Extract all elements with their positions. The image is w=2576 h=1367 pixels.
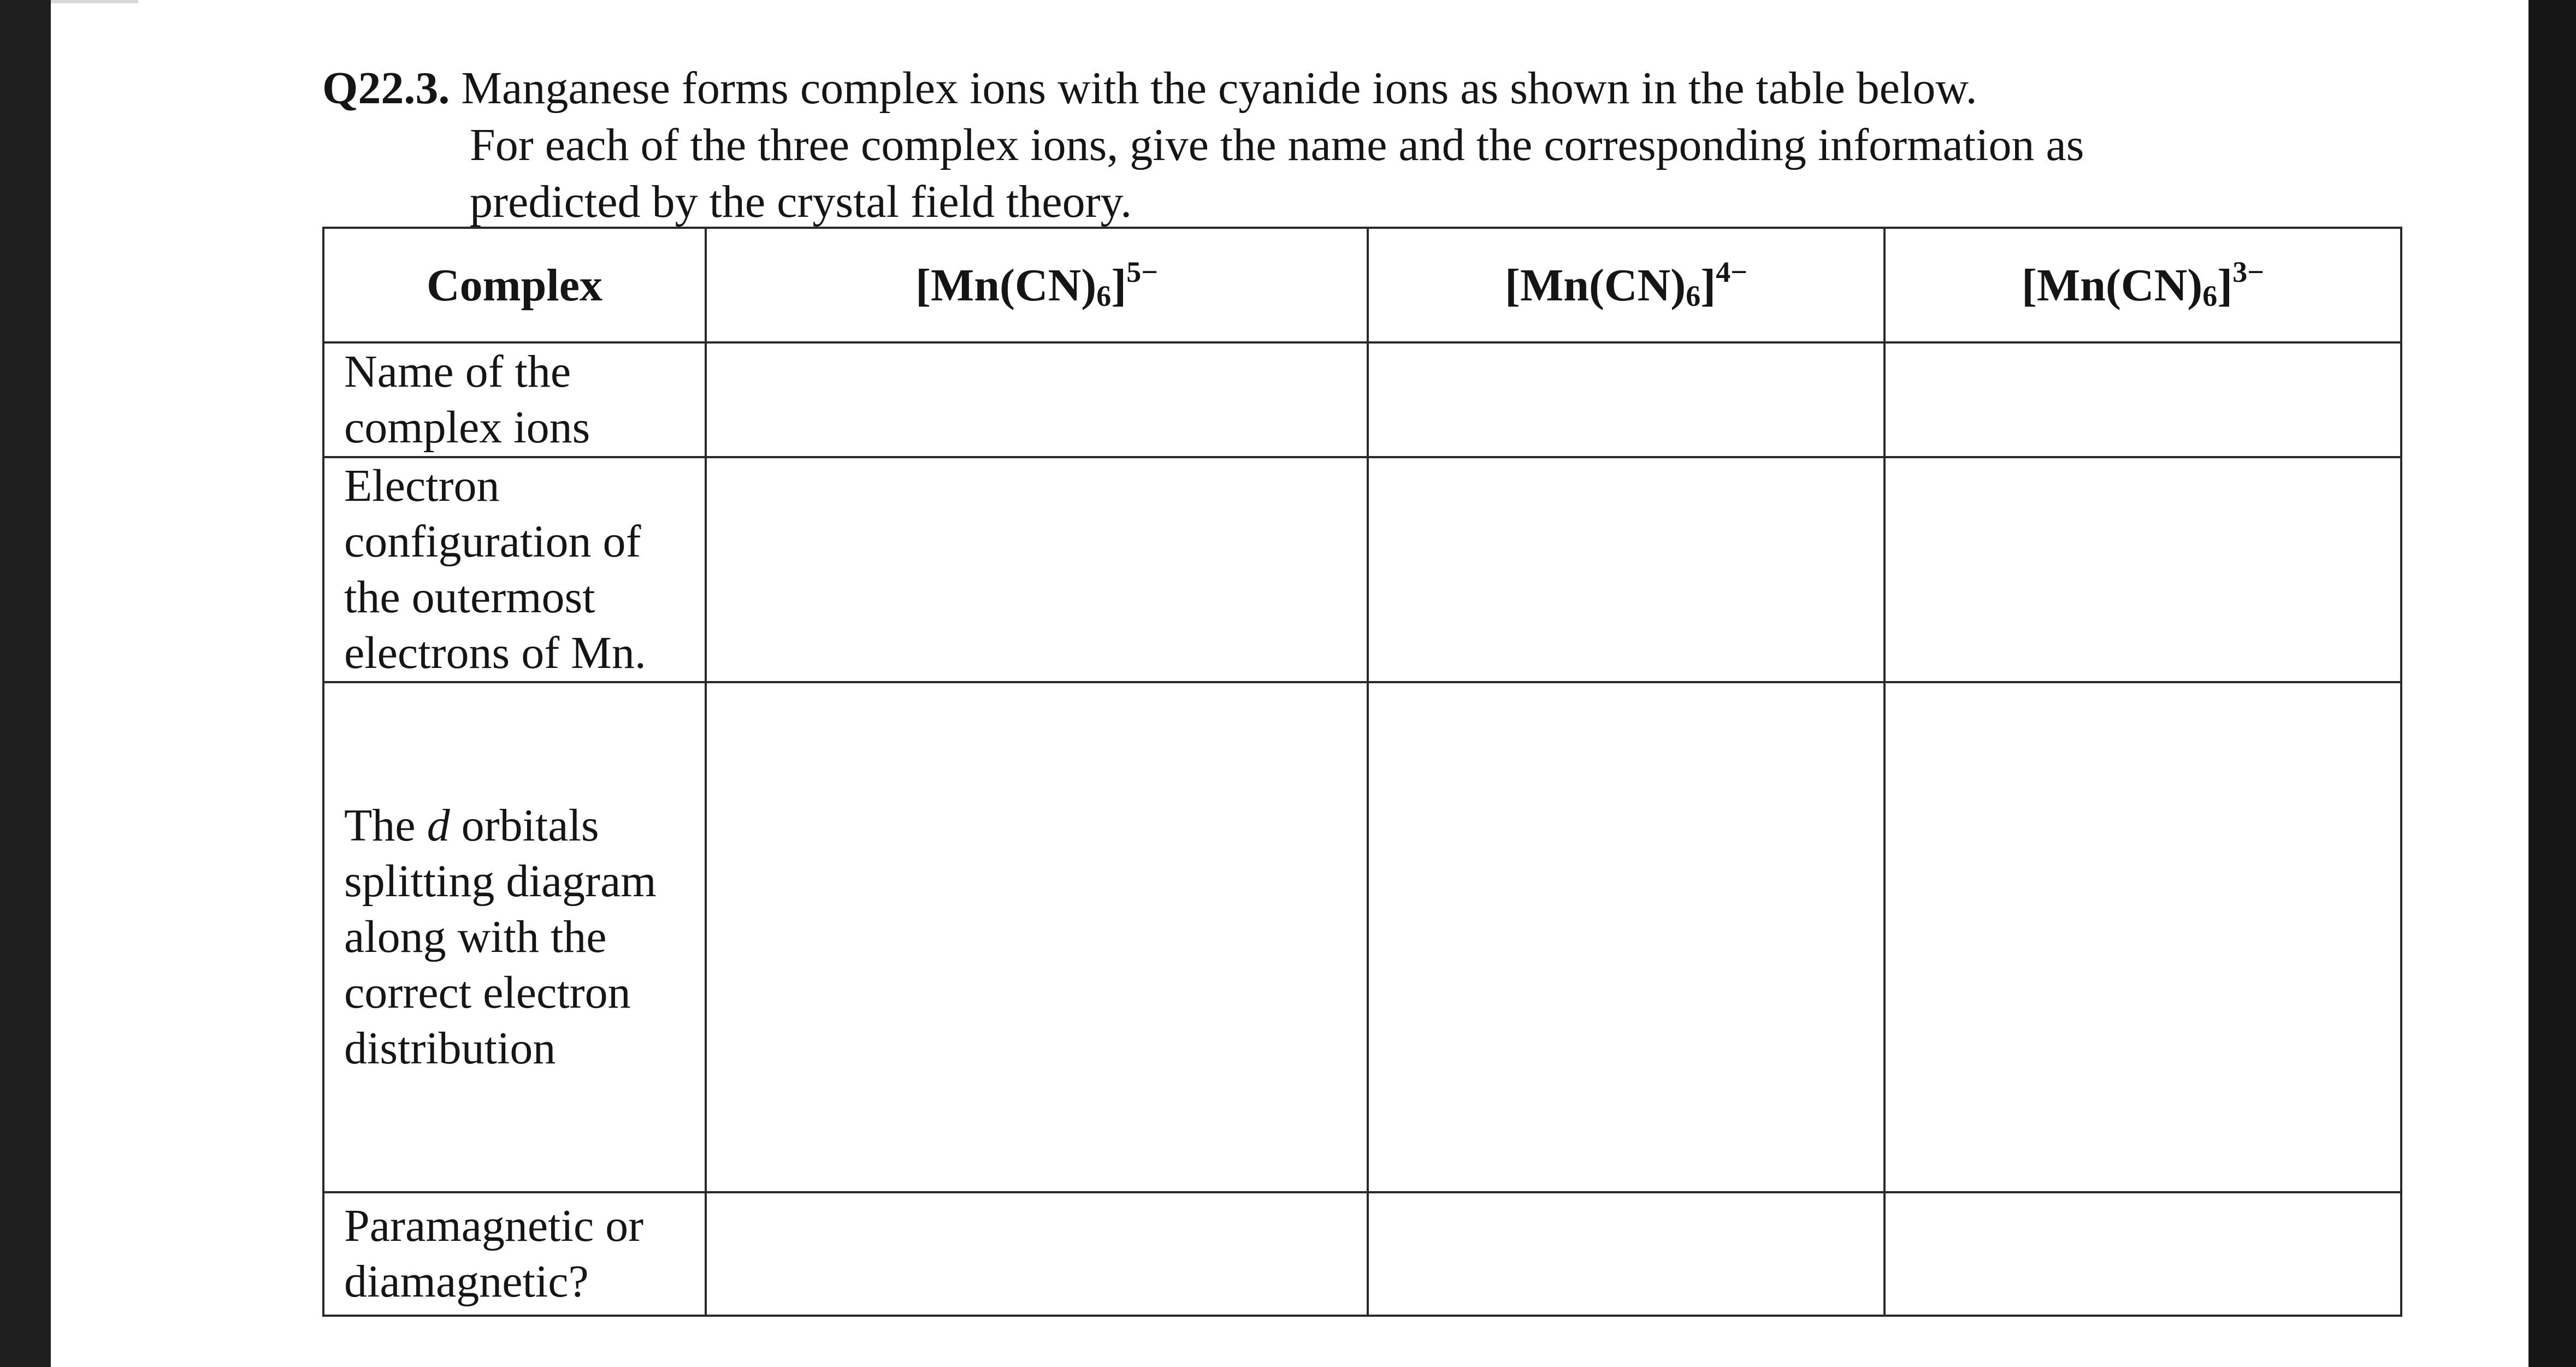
question-number: Q22.3.	[322, 63, 450, 114]
answer-cell[interactable]	[1368, 457, 1884, 682]
answer-cell[interactable]	[1368, 342, 1884, 457]
answer-cell[interactable]	[1884, 682, 2401, 1192]
answer-cell[interactable]	[1884, 1192, 2401, 1316]
answer-cell[interactable]	[1368, 682, 1884, 1192]
answer-cell[interactable]	[706, 342, 1368, 457]
answer-cell[interactable]	[706, 682, 1368, 1192]
answer-cell[interactable]	[706, 457, 1368, 682]
right-margin-shadow	[2528, 0, 2576, 1367]
header-complex-3: $[Mn(CN)_6]^{3-}$	[1884, 228, 2401, 342]
row-label-splitting-diagram: The d orbitals splitting diagram along with the correct electron distribution	[323, 682, 706, 1192]
header-complex: Complex	[323, 228, 706, 342]
header-complex-2: $[Mn(CN)_6]^{4-}$	[1368, 228, 1884, 342]
question-line-1-text: Manganese forms complex ions with the cyanide ions as shown in the table below.	[450, 63, 1977, 114]
answer-cell[interactable]	[706, 1192, 1368, 1316]
answer-cell[interactable]	[1884, 457, 2401, 682]
question-line-2: For each of the three complex ions, give the name and the corresponding information as	[470, 120, 2084, 170]
row-label-name: Name of the complex ions	[323, 342, 706, 457]
header-row	[323, 228, 2401, 342]
row-label-electron-configuration: Electron configuration of the outermost electrons of Mn.	[323, 457, 706, 682]
answer-cell[interactable]	[1368, 1192, 1884, 1316]
question-line-3: predicted by the crystal field theory.	[470, 176, 1132, 227]
top-edge-strip	[51, 0, 138, 3]
table-row	[323, 682, 2401, 1192]
table-row	[323, 342, 2401, 457]
complex-ions-table	[322, 227, 2402, 1317]
row-label-magnetism: Paramagnetic or diamagnetic?	[323, 1192, 706, 1316]
table-row	[323, 457, 2401, 682]
question-line-1	[322, 60, 2453, 117]
answer-cell[interactable]	[1884, 342, 2401, 457]
header-complex-1: $[Mn(CN)_6]^{5-}$	[706, 228, 1368, 342]
table-row	[323, 1192, 2401, 1316]
question-text	[322, 60, 2453, 230]
